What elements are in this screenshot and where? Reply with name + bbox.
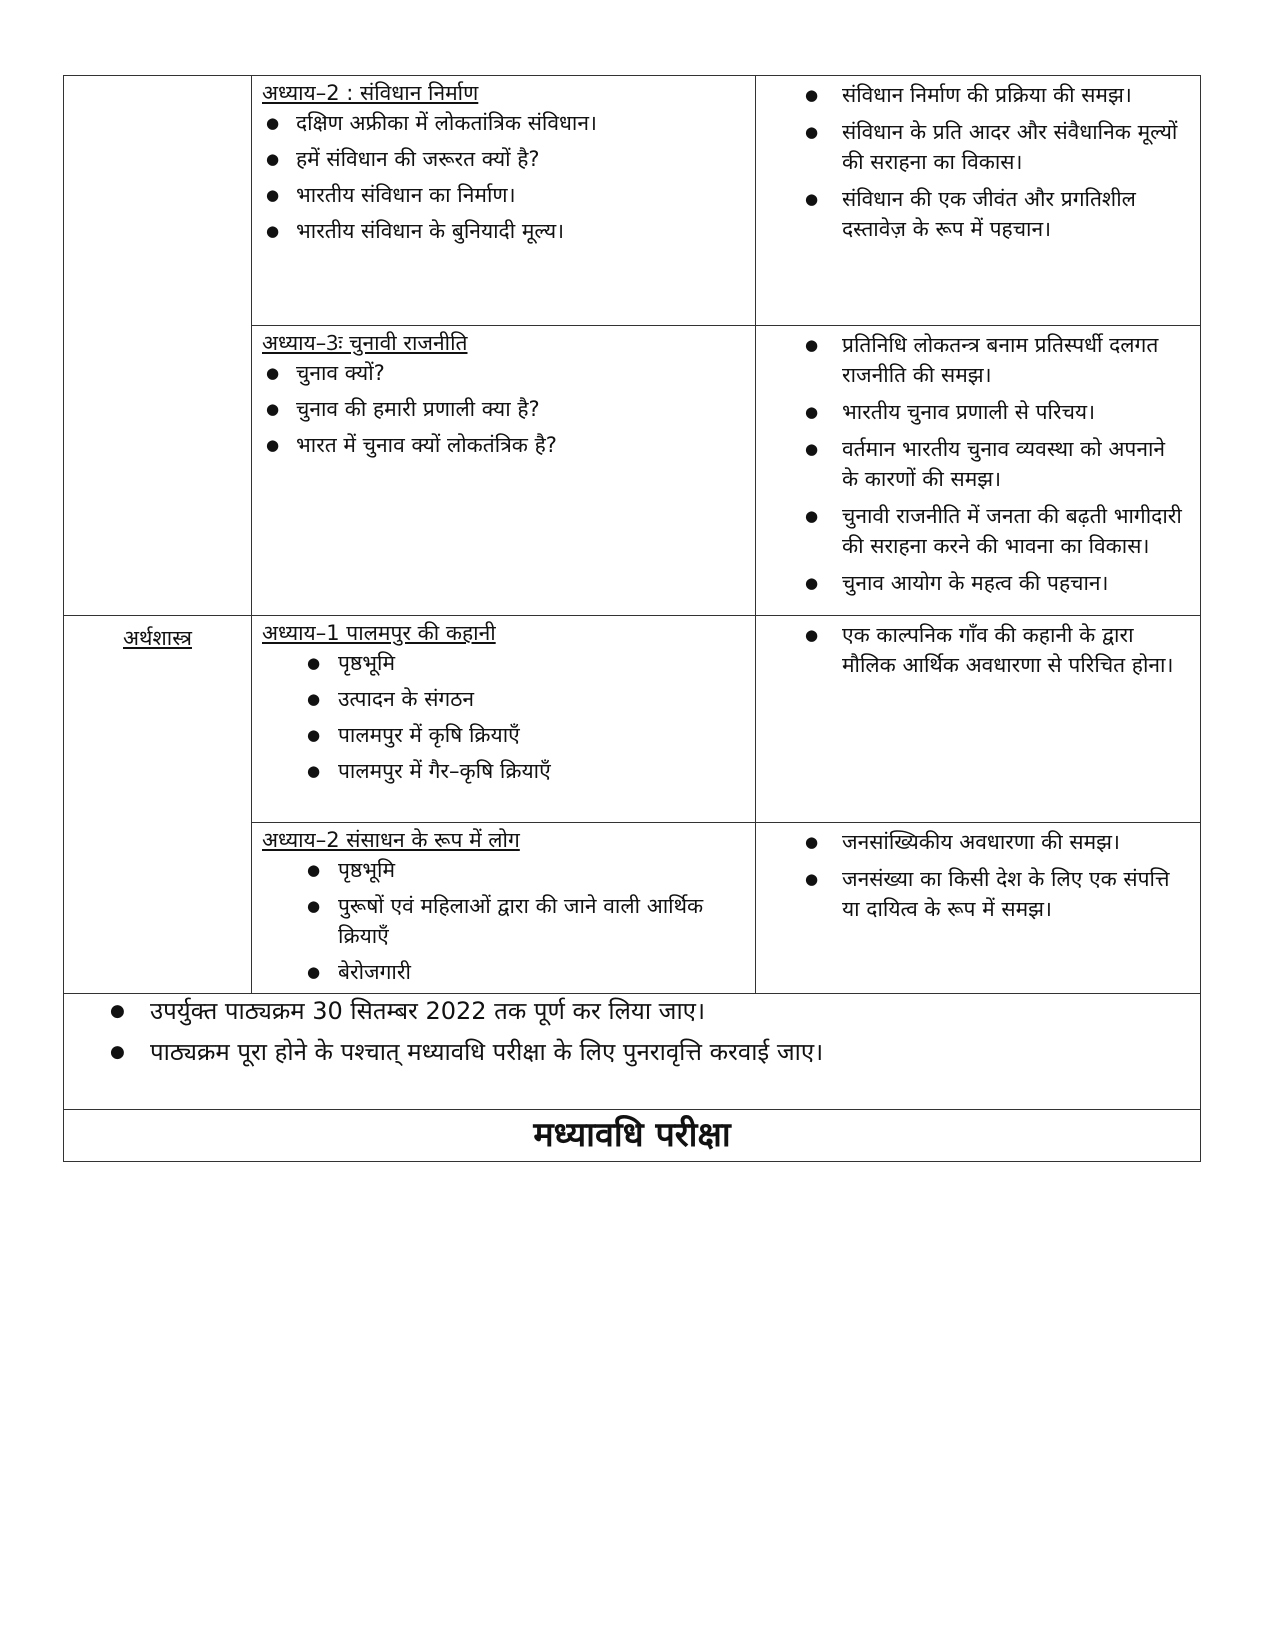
outcomes-cell-constitution bbox=[756, 76, 1201, 326]
list-item: ● वर्तमान भारतीय चुनाव व्यवस्था को अपनाने के कारणों की समझ। bbox=[756, 434, 1200, 494]
outcome-list bbox=[756, 80, 1200, 244]
row-exam bbox=[64, 1110, 1201, 1162]
list-item: ● संविधान के प्रति आदर और संवैधानिक मूल्यों की सराहना का विकास। bbox=[756, 117, 1200, 177]
list-item: ● पृष्ठभूमि bbox=[252, 648, 755, 678]
subject-cell-empty bbox=[64, 76, 252, 616]
list-item: ● पृष्ठभूमि bbox=[252, 855, 755, 885]
note-item: ● पाठ्यक्रम पूरा होने के पश्चात् मध्यावधि परीक्षा के लिए पुनरावृत्ति करवाई जाए। bbox=[64, 1035, 1200, 1069]
topics-cell-economics-ch2 bbox=[252, 823, 756, 994]
list-item: ● संविधान की एक जीवंत और प्रगतिशील दस्तावेज़ के रूप में पहचान। bbox=[756, 184, 1200, 244]
list-item: ● चुनाव क्यों? bbox=[252, 358, 755, 388]
note-item: ● उपर्युक्त पाठ्यक्रम 30 सितम्बर 2022 तक पूर्ण कर लिया जाए। bbox=[64, 994, 1200, 1028]
chapter-title: अध्याय–3ः चुनावी राजनीति bbox=[262, 331, 468, 355]
topic-list bbox=[252, 358, 755, 460]
outcomes-cell-economics-ch2 bbox=[756, 823, 1201, 994]
list-item: ● संविधान निर्माण की प्रक्रिया की समझ। bbox=[756, 80, 1200, 110]
topics-cell-constitution bbox=[252, 76, 756, 326]
subject-cell-economics bbox=[64, 616, 252, 994]
outcome-list bbox=[756, 330, 1200, 598]
list-item: ● चुनावी राजनीति में जनता की बढ़ती भागीदारी की सराहना करने की भावना का विकास। bbox=[756, 501, 1200, 561]
outcome-list bbox=[756, 827, 1200, 924]
row-economics-ch1 bbox=[64, 616, 1201, 823]
chapter-title: अध्याय–2 : संविधान निर्माण bbox=[262, 81, 479, 105]
list-item: ● हमें संविधान की जरूरत क्यों है? bbox=[252, 144, 755, 174]
list-item: ● पालमपुर में गैर–कृषि क्रियाएँ bbox=[252, 756, 755, 786]
list-item: ● पुरूषों एवं महिलाओं द्वारा की जाने वाली आर्थिक क्रियाएँ bbox=[252, 891, 755, 951]
list-item: ● भारत में चुनाव क्यों लोकतंत्रिक है? bbox=[252, 430, 755, 460]
row-constitution bbox=[64, 76, 1201, 326]
outcomes-cell-electoral bbox=[756, 326, 1201, 616]
list-item: ● चुनाव की हमारी प्रणाली क्या है? bbox=[252, 394, 755, 424]
list-item: ● उत्पादन के संगठन bbox=[252, 684, 755, 714]
topics-cell-electoral bbox=[252, 326, 756, 616]
notes-cell bbox=[64, 994, 1201, 1110]
list-item: ● दक्षिण अफ्रीका में लोकतांत्रिक संविधान। bbox=[252, 108, 755, 138]
syllabus-page bbox=[63, 75, 1200, 1162]
chapter-title: अध्याय–1 पालमपुर की कहानी bbox=[262, 621, 496, 645]
list-item: ● भारतीय चुनाव प्रणाली से परिचय। bbox=[756, 397, 1200, 427]
row-notes bbox=[64, 994, 1201, 1110]
topic-list bbox=[252, 648, 755, 786]
syllabus-table bbox=[63, 75, 1201, 1162]
list-item: ● चुनाव आयोग के महत्व की पहचान। bbox=[756, 568, 1200, 598]
list-item: ● भारतीय संविधान के बुनियादी मूल्य। bbox=[252, 216, 755, 246]
topic-list bbox=[252, 855, 755, 987]
exam-title: मध्यावधि परीक्षा bbox=[64, 1110, 1201, 1162]
list-item: ● जनसांख्यिकीय अवधारणा की समझ। bbox=[756, 827, 1200, 857]
list-item: ● एक काल्पनिक गाँव की कहानी के द्वारा मौलिक आर्थिक अवधारणा से परिचित होना। bbox=[756, 620, 1200, 680]
notes-list bbox=[64, 994, 1200, 1069]
subject-label: अर्थशास्त्र bbox=[123, 626, 192, 650]
chapter-title: अध्याय–2 संसाधन के रूप में लोग bbox=[262, 828, 520, 852]
outcomes-cell-economics-ch1 bbox=[756, 616, 1201, 823]
topic-list bbox=[252, 108, 755, 246]
list-item: ● भारतीय संविधान का निर्माण। bbox=[252, 180, 755, 210]
list-item: ● पालमपुर में कृषि क्रियाएँ bbox=[252, 720, 755, 750]
topics-cell-economics-ch1 bbox=[252, 616, 756, 823]
list-item: ● जनसंख्या का किसी देश के लिए एक संपत्ति या दायित्व के रूप में समझ। bbox=[756, 864, 1200, 924]
list-item: ● प्रतिनिधि लोकतन्त्र बनाम प्रतिस्पर्धी दलगत राजनीति की समझ। bbox=[756, 330, 1200, 390]
outcome-list bbox=[756, 620, 1200, 680]
list-item: ● बेरोजगारी bbox=[252, 957, 755, 987]
